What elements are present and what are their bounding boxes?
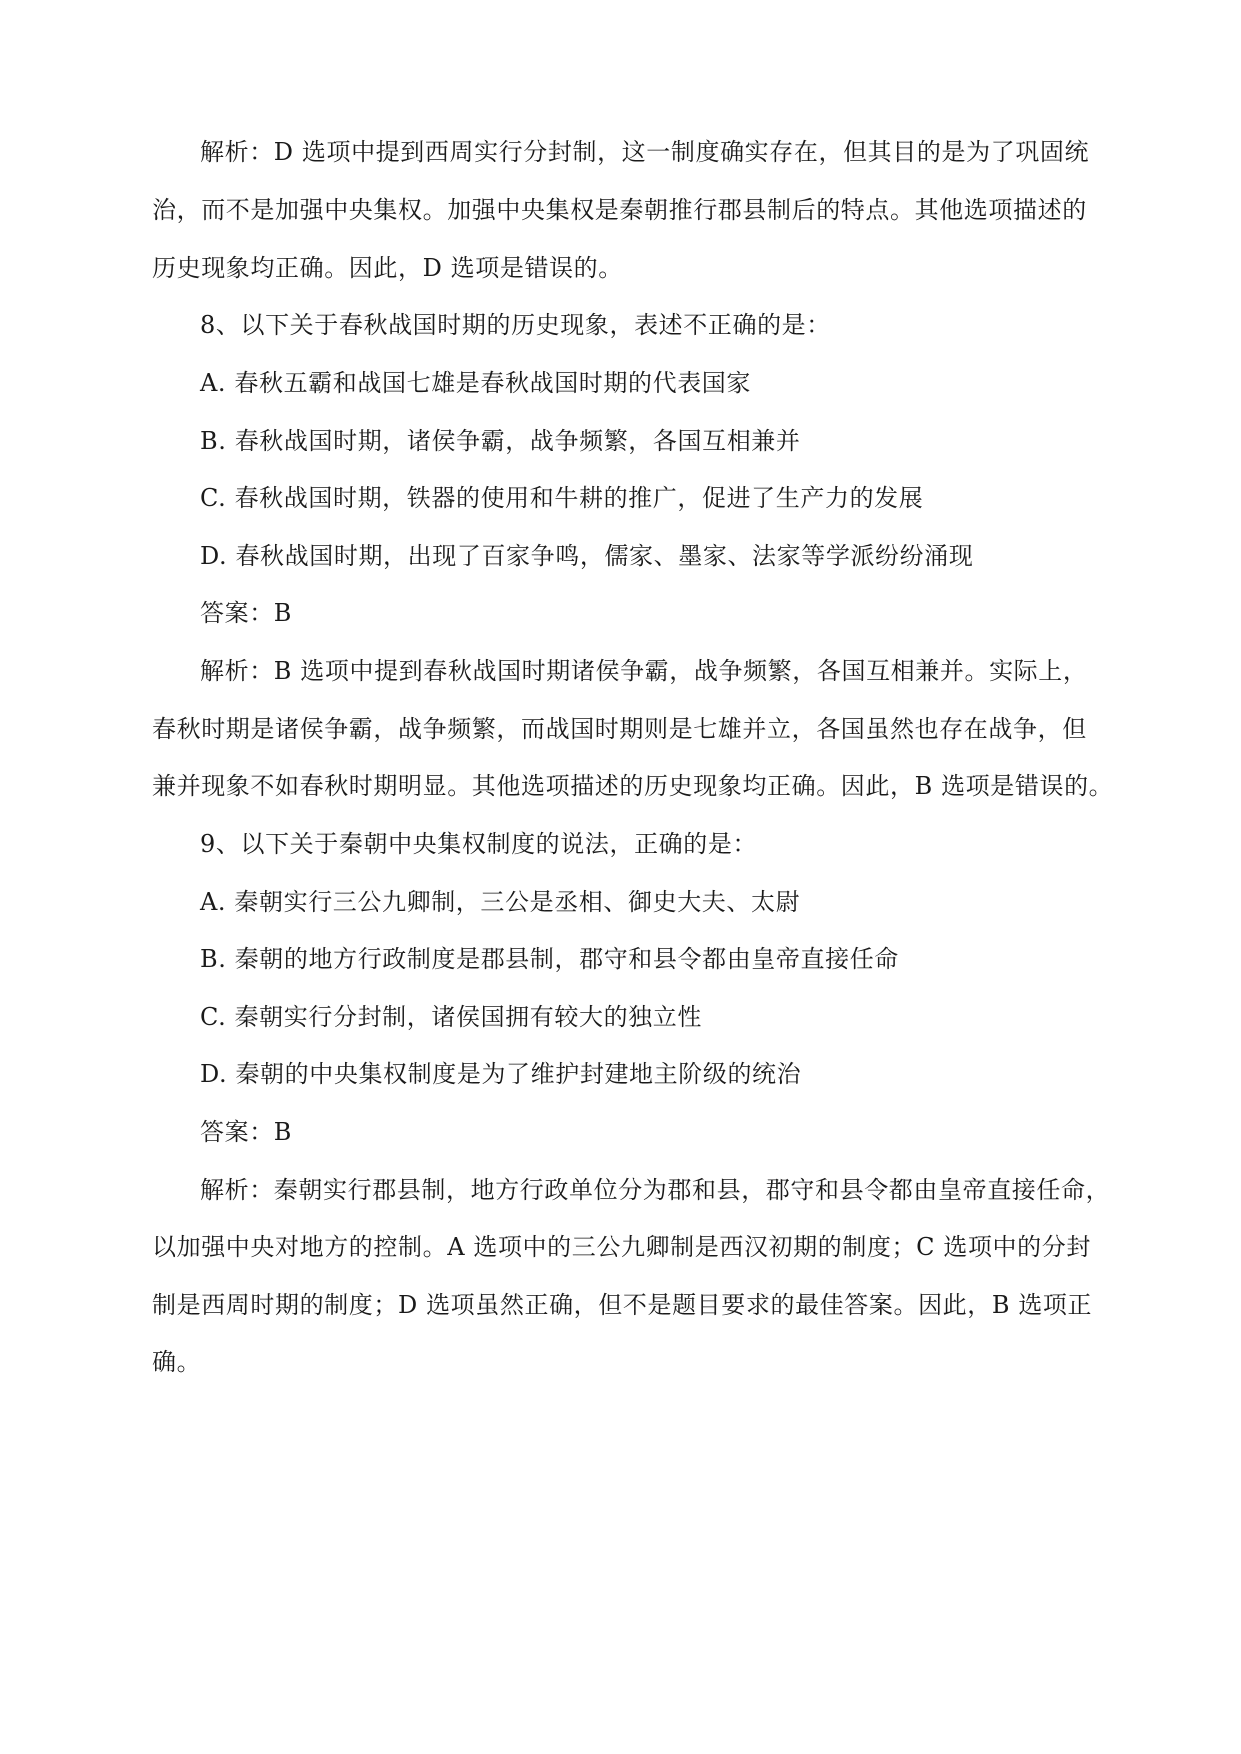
q9-analysis-line-2: 以加强中央对地方的控制。A 选项中的三公九卿制是西汉初期的制度；C 选项中的分封: [152, 1233, 1091, 1261]
q8-question: 8、以下关于春秋战国时期的历史现象，表述不正确的是：: [200, 311, 831, 339]
q8-answer: 答案：B: [200, 599, 293, 627]
q9-analysis-line-1: 解析：秦朝实行郡县制，地方行政单位分为郡和县，郡守和县令都由皇帝直接任命，: [200, 1176, 1111, 1204]
q8-option-b: B. 春秋战国时期，诸侯争霸，战争频繁，各国互相兼并: [200, 427, 801, 455]
q9-analysis-line-4: 确。: [152, 1348, 202, 1376]
prev-analysis-line-1: 解析：D 选项中提到西周实行分封制，这一制度确实存在，但其目的是为了巩固统: [200, 138, 1090, 166]
q9-option-c: C. 秦朝实行分封制，诸侯国拥有较大的独立性: [200, 1003, 702, 1031]
prev-analysis-line-2: 治，而不是加强中央集权。加强中央集权是秦朝推行郡县制后的特点。其他选项描述的: [152, 196, 1087, 224]
q8-option-a: A. 春秋五霸和战国七雄是春秋战国时期的代表国家: [200, 369, 751, 397]
q9-analysis-line-3: 制是西周时期的制度；D 选项虽然正确，但不是题目要求的最佳答案。因此，B 选项正: [152, 1291, 1093, 1319]
q8-analysis-line-3: 兼并现象不如春秋时期明显。其他选项描述的历史现象均正确。因此，B 选项是错误的。: [152, 772, 1114, 800]
q8-option-d: D. 春秋战国时期，出现了百家争鸣，儒家、墨家、法家等学派纷纷涌现: [200, 542, 974, 570]
q9-option-b: B. 秦朝的地方行政制度是郡县制，郡守和县令都由皇帝直接任命: [200, 945, 899, 973]
q9-option-a: A. 秦朝实行三公九卿制，三公是丞相、御史大夫、太尉: [200, 888, 801, 916]
q8-option-c: C. 春秋战国时期，铁器的使用和牛耕的推广，促进了生产力的发展: [200, 484, 924, 512]
prev-analysis-line-3: 历史现象均正确。因此，D 选项是错误的。: [152, 254, 623, 282]
q9-option-d: D. 秦朝的中央集权制度是为了维护封建地主阶级的统治: [200, 1060, 802, 1088]
q8-analysis-line-1: 解析：B 选项中提到春秋战国时期诸侯争霸，战争频繁，各国互相兼并。实际上，: [200, 657, 1088, 685]
q9-answer: 答案：B: [200, 1118, 293, 1146]
q8-analysis-line-2: 春秋时期是诸侯争霸，战争频繁，而战国时期则是七雄并立，各国虽然也存在战争，但: [152, 715, 1087, 743]
q9-question: 9、以下关于秦朝中央集权制度的说法，正确的是：: [200, 830, 758, 858]
